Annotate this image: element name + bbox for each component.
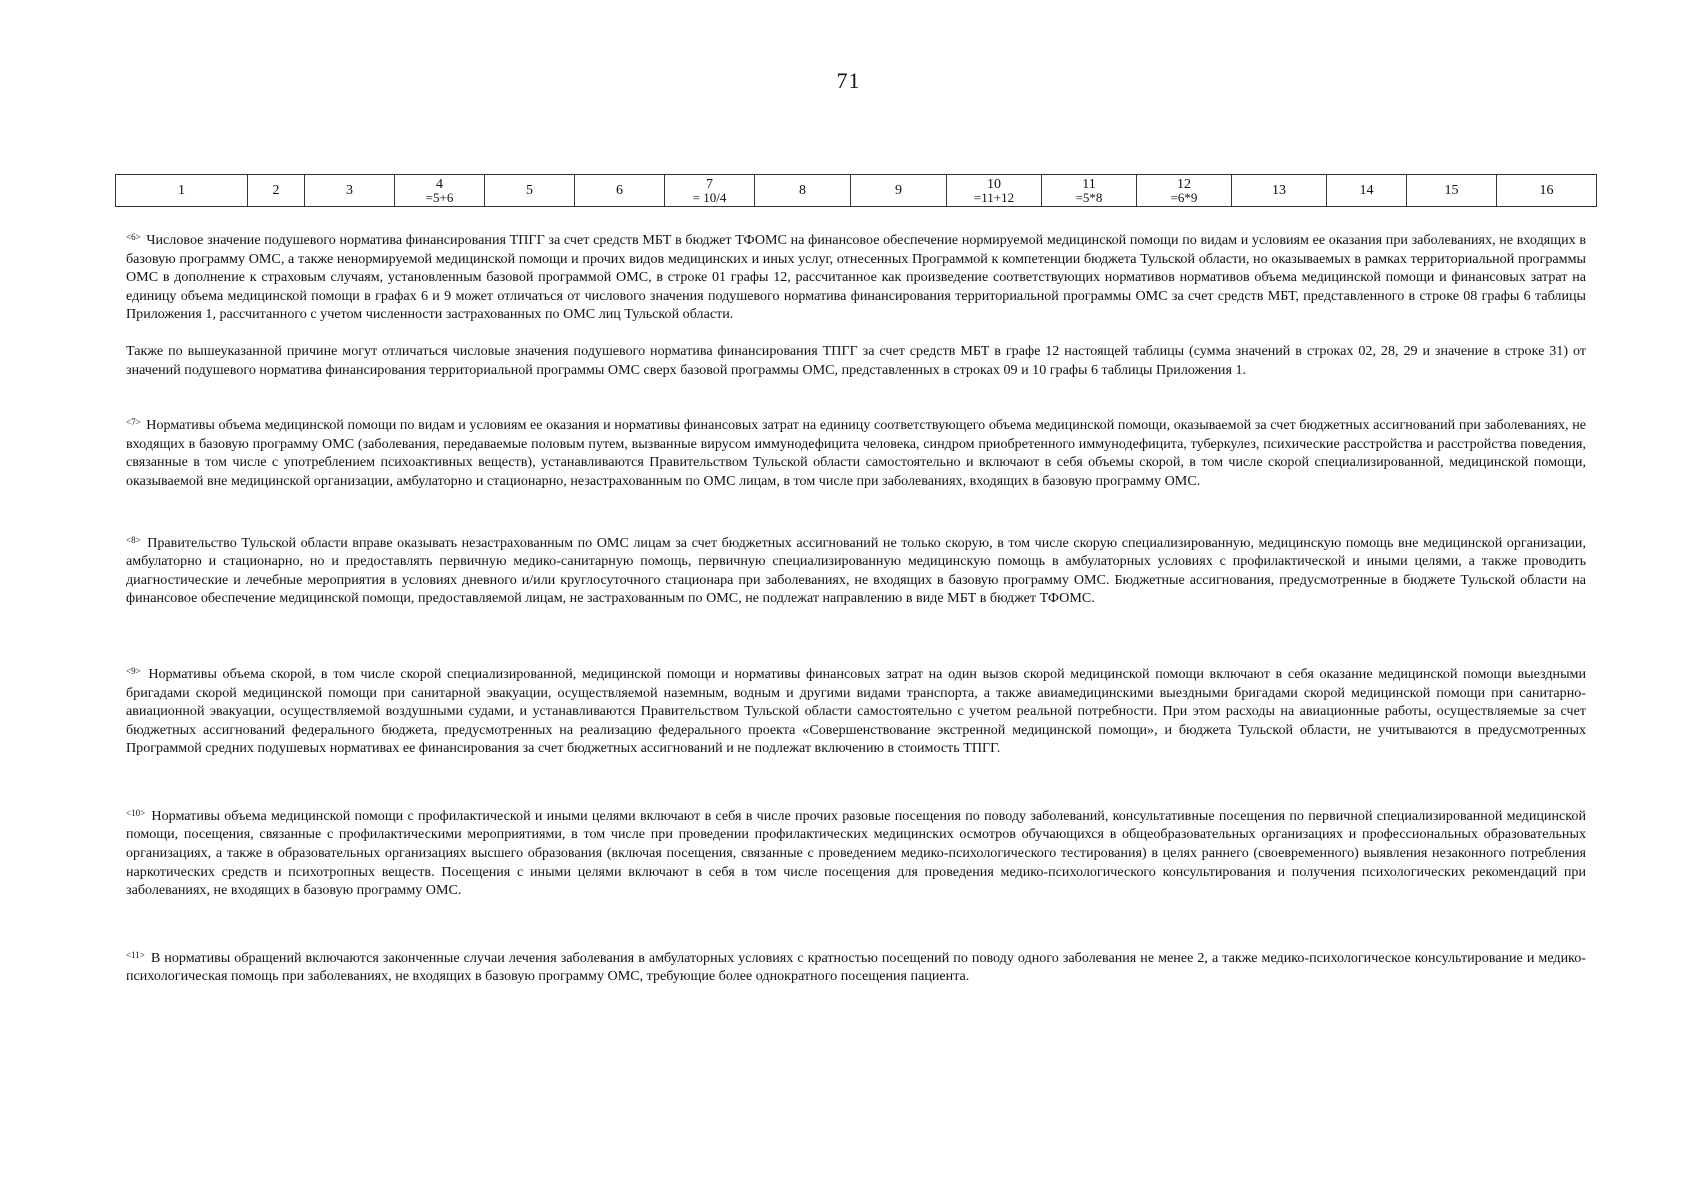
footnote-marker: <11>	[126, 949, 145, 960]
footnotes	[126, 228, 1586, 986]
footnote-text: Правительство Тульской области вправе оказывать незастрахованным по ОМС лицам за счет бюджетных ассигнований не только скорую, в том числе скорую специализированную, медицинскую помощь вне медицинской организации, амбулаторно и стационарно, но и предоставлять первичную медико-санитарную помощь, первичную специализированную медицинскую помощь в амбулаторных условиях с профилактической и иными целями, а также проводить диагностические и лечебные мероприятия в условиях дневного и/или круглосуточного стационара при заболеваниях, не входящих в базовую программу ОМС. Бюджетные ассигнования, предусмотренные в бюджете Тульской области на финансовое обеспечение медицинской помощи, предоставляемой лицам, не застрахованным по ОМС, не подлежат направлению в виде МБТ в бюджет ТФОМС.	[126, 534, 1586, 607]
footnote-6	[126, 228, 1586, 324]
footnote-7	[126, 413, 1586, 490]
column-cell-12	[1137, 175, 1232, 207]
column-formula: =5*8	[1075, 189, 1103, 205]
column-formula: =6*9	[1170, 189, 1198, 205]
column-cell-11	[1042, 175, 1137, 207]
footnote-text: Нормативы объема скорой, в том числе скорой специализированной, медицинской помощи и нормативы финансовых затрат на один вызов скорой медицинской помощи включают в себя оказание медицинской помощи выездными бригадами скорой медицинской помощи при санитарной эвакуации, осуществляемой наземным, водным и другими видами транспорта, а также авиамедицинскими выездными бригадами скорой медицинской помощи при санитарно-авиационной эвакуации, осуществляемой воздушными судами, и устанавливаются Правительством Тульской области самостоятельно с учетом реальной потребности. При этом расходы на авиационные работы, осуществляемые за счет бюджетных ассигнований федерального бюджета, предусмотренных на реализацию федерального проекта «Совершенствование экстренной медицинской помощи», и бюджета Тульской области, не учитываются в предусмотренных Программой средних подушевых нормативах ее финансирования за счет бюджетных ассигнований и не подлежат включению в стоимость ТПГГ.	[126, 665, 1586, 757]
footnote-11	[126, 946, 1586, 986]
footnote-10	[126, 804, 1586, 900]
footnote-marker: <10>	[126, 807, 146, 818]
column-number: 14	[1359, 183, 1374, 198]
footnote-marker: <9>	[126, 665, 141, 676]
column-formula: = 10/4	[692, 189, 727, 205]
column-cell-9	[851, 175, 947, 207]
column-number: 8	[799, 183, 806, 198]
footnote-text: В нормативы обращений включаются законченные случаи лечения заболевания в амбулаторных условиях с кратностью посещений по поводу одного заболевания не менее 2, а также медико-психологическое консультирование и медико-психологическая помощь при заболеваниях, не входящих в базовую программу ОМС, требующие более однократного посещения пациента.	[126, 949, 1586, 985]
footnote-9	[126, 662, 1586, 758]
column-cell-4	[395, 175, 485, 207]
column-number-row	[116, 175, 1597, 207]
column-formula: =11+12	[973, 189, 1015, 205]
column-number: 16	[1539, 183, 1554, 198]
column-cell-1	[116, 175, 248, 207]
column-formula: =5+6	[425, 189, 454, 205]
column-number: 3	[346, 183, 353, 198]
column-number: 6	[616, 183, 623, 198]
column-cell-10	[947, 175, 1042, 207]
footnote-marker: <8>	[126, 534, 141, 545]
column-cell-5	[485, 175, 575, 207]
column-cell-16	[1497, 175, 1597, 207]
column-cell-3	[305, 175, 395, 207]
column-number: 15	[1444, 183, 1459, 198]
column-number-table	[115, 174, 1597, 207]
footnote-marker: <7>	[126, 417, 141, 428]
column-cell-6	[575, 175, 665, 207]
column-cell-8	[755, 175, 851, 207]
column-number: 10	[987, 176, 1001, 192]
footnote-text: Числовое значение подушевого норматива финансирования ТПГГ за счет средств МБТ в бюджет ТФОМС на финансовое обеспечение нормируемой медицинской помощи по видам и условиям ее оказания при заболеваниях, не входящих в базовую программу ОМС, а также ненормируемой медицинской помощи и прочих видов медицинских и иных услуг, отнесенных Программой к компетенции бюджета Тульской области, но оказываемых в рамках территориальной программы ОМС в дополнение к страховым случаям, установленным базовой программой ОМС, в строке 01 графы 12, рассчитанное как произведение соответствующих нормативов нормативов объема медицинской помощи и финансовых затрат на единицу объема медицинской помощи в графах 6 и 9 может отличаться от числового значения подушевого норматива финансирования территориальной программы ОМС за счет средств МБТ, представленного в строке 08 графы 6 таблицы Приложения 1, рассчитанного с учетом численности застрахованных по ОМС лиц Тульской области.	[126, 232, 1586, 323]
column-number: 7	[706, 176, 713, 192]
column-number: 2	[272, 183, 280, 198]
footnote-8	[126, 531, 1586, 608]
column-number: 5	[526, 183, 533, 198]
footnote-6-continuation	[126, 342, 1586, 379]
column-number: 12	[1177, 176, 1191, 192]
column-cell-7	[665, 175, 755, 207]
column-cell-15	[1407, 175, 1497, 207]
footnote-marker: <6>	[126, 232, 141, 242]
column-number: 1	[178, 183, 185, 198]
footnote-text: Нормативы объема медицинской помощи с профилактической и иными целями включают в себя в числе прочих разовые посещения по поводу заболеваний, консультативные посещения по первичной специализированной медицинской помощи, посещения, связанные с профилактическими мероприятиями, в том числе при проведении профилактических медицинских осмотров обучающихся в общеобразовательных организациях и профессиональных образовательных организациях, а также в образовательных организациях высшего образования (включая посещения, связанные с проведением медико-психологического тестирования) в целях раннего (своевременного) выявления незаконного потребления наркотических средств и психотропных веществ. Посещения с иными целями включают в себя в том числе посещения для проведения медико-психологического консультирования и получения психологических рекомендаций при заболеваниях, не входящих в базовую программу ОМС.	[126, 807, 1586, 899]
column-cell-13	[1232, 175, 1327, 207]
column-cell-14	[1327, 175, 1407, 207]
column-number: 9	[895, 183, 902, 198]
column-number: 11	[1082, 176, 1096, 192]
page-number: 71	[836, 68, 861, 93]
column-cell-2	[248, 175, 305, 207]
column-number: 4	[436, 176, 443, 192]
column-number: 13	[1272, 183, 1286, 198]
footnote-text: Нормативы объема медицинской помощи по видам и условиям ее оказания и нормативы финансовых затрат на единицу соответствующего объема медицинской помощи, оказываемой за счет бюджетных ассигнований при заболеваниях, не входящих в базовую программу ОМС (заболевания, передаваемые половым путем, вызванные вирусом иммунодефицита человека, синдром приобретенного иммунодефицита, туберкулез, психические расстройства и расстройства поведения, связанные в том числе с употреблением психоактивных веществ), устанавливаются Правительством Тульской области самостоятельно и включают в себя объемы скорой, в том числе скорой специализированной, медицинской помощи, оказываемой вне медицинской организации, амбулаторно и стационарно, незастрахованным по ОМС лицам, в том числе при заболеваниях, входящих в базовую программу ОМС.	[126, 417, 1587, 489]
footnote-text: Также по вышеуказанной причине могут отличаться числовые значения подушевого норматива финансирования ТПГГ за счет средств МБТ в графе 12 настоящей таблицы (сумма значений в строках 02, 28, 29 и значение в строке 31) от значений подушевого норматива финансирования территориальной программы ОМС сверх базовой программы ОМС, представленных в строках 09 и 10 графы 6 таблицы Приложения 1.	[126, 342, 1586, 378]
